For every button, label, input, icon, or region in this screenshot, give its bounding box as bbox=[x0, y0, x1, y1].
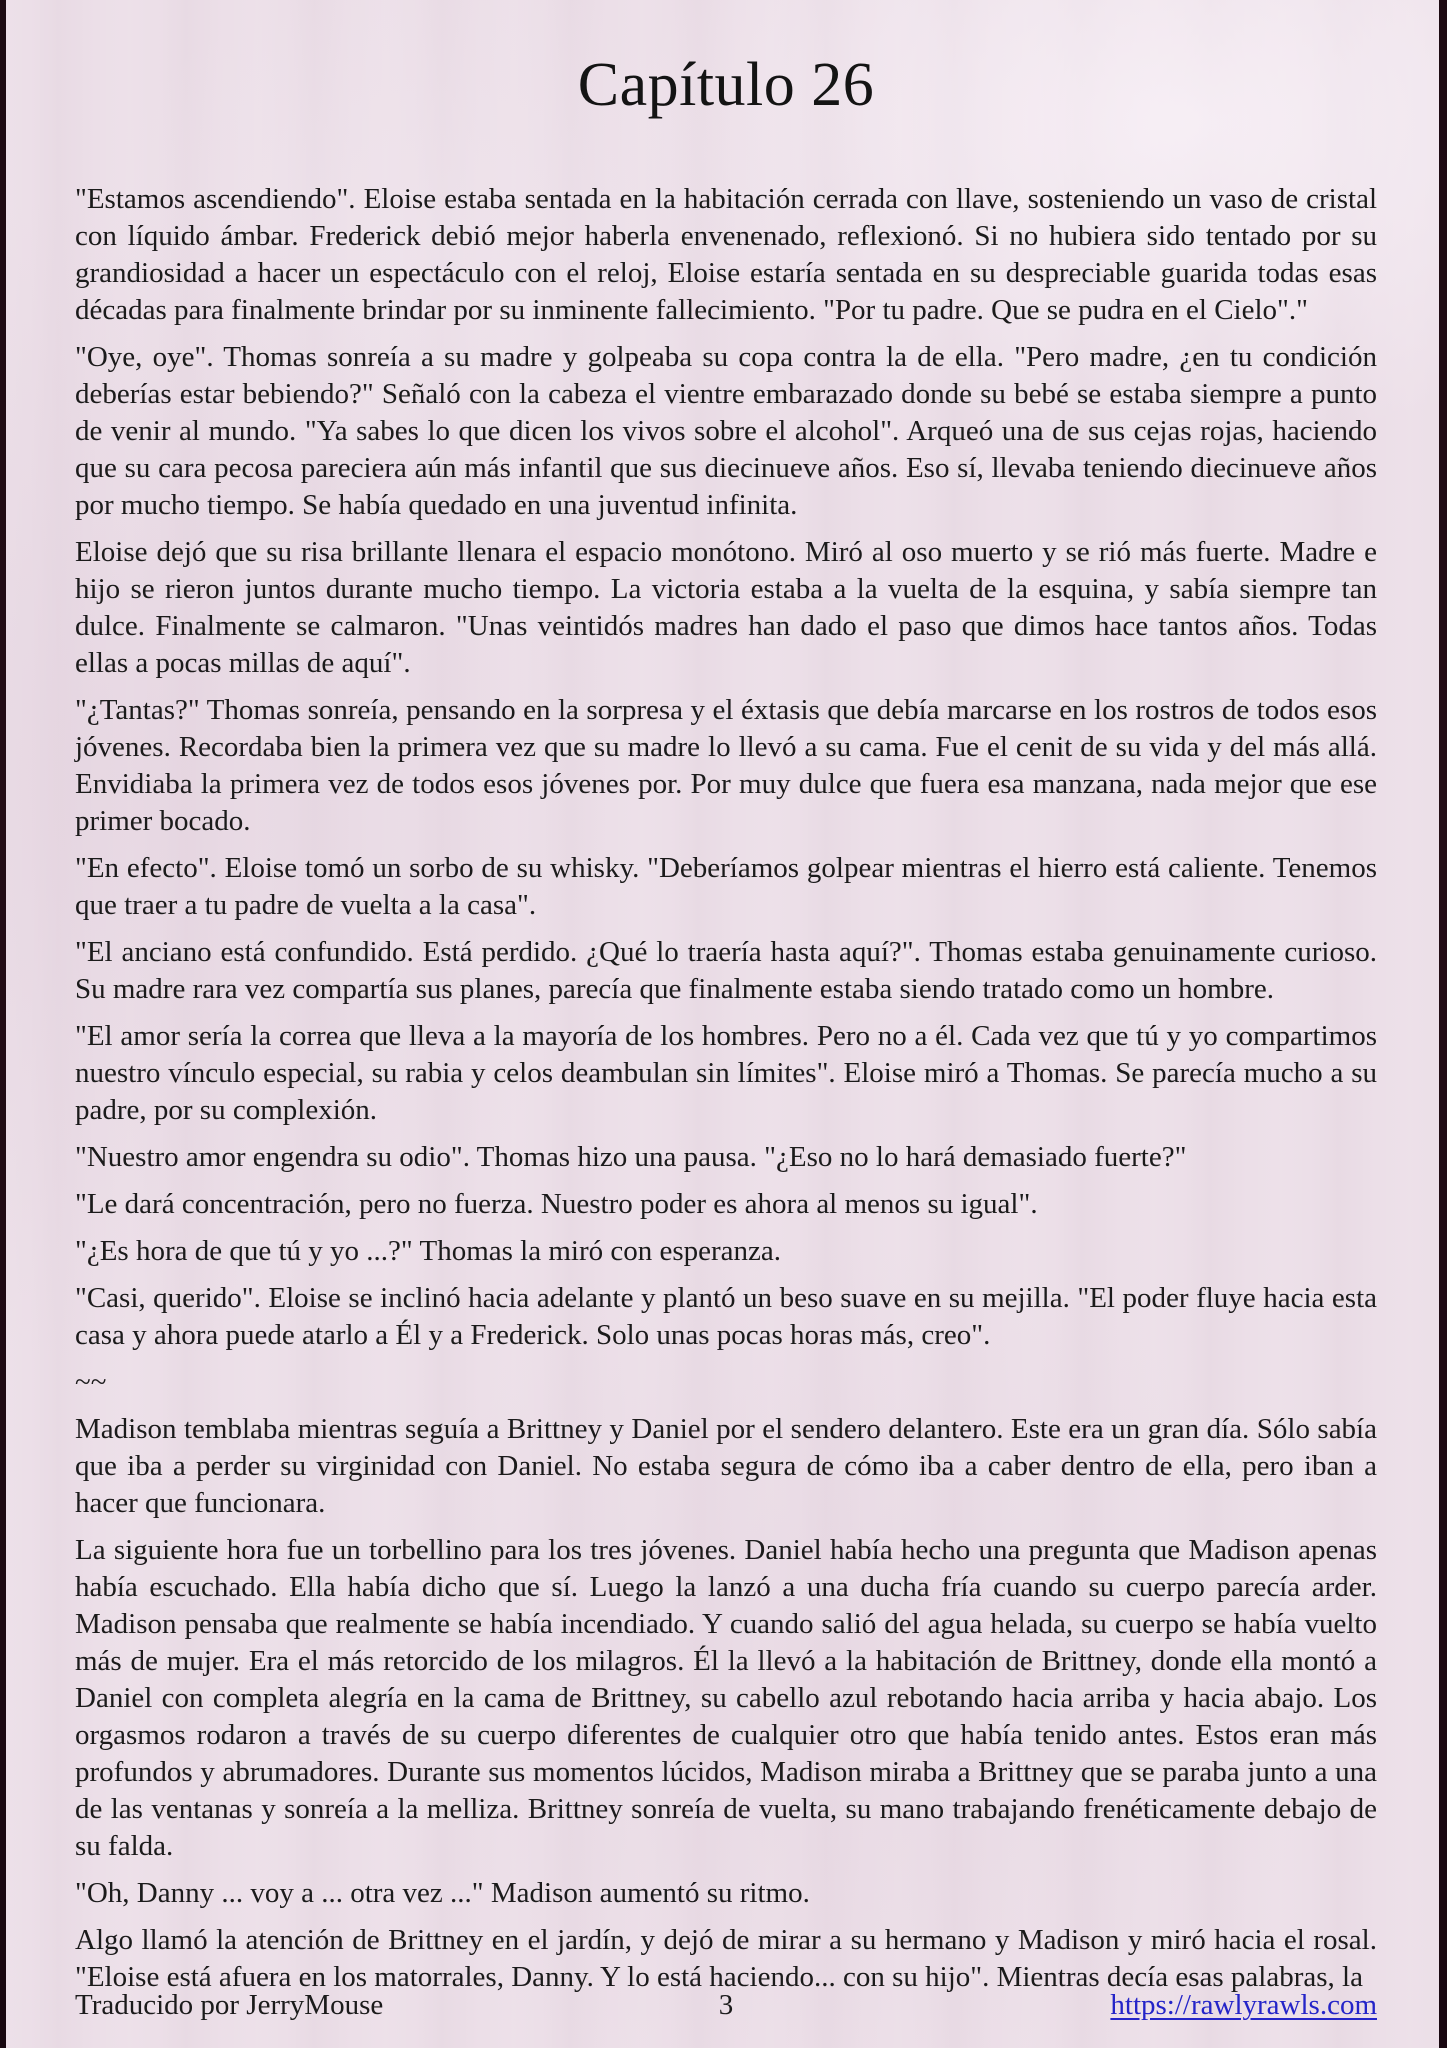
page-number: 3 bbox=[718, 1989, 734, 2021]
paragraph: ~~ bbox=[75, 1366, 107, 1399]
chapter-body bbox=[75, 181, 1377, 1996]
paragraph: "En efecto". Eloise tomó un sorbo de su whisky. "Deberíamos golpear mientras el hierro está caliente. Tenemos que traer a tu padre de vuelta a la casa". bbox=[75, 852, 1377, 922]
paragraph: Eloise dejó que su risa brillante llenara el espacio monótono. Miró al oso muerto y se rió más fuerte. Madre e hijo se rieron juntos durante mucho tiempo. La victoria estaba a la vuelta de la esquina, y sabía siempre tan dulce. Finalmente se calmaron. "Unas veintidós madres han dado el paso que dimos hace tantos años. Todas ellas a pocas millas de aquí". bbox=[75, 536, 1377, 680]
paragraph: Algo llamó la atención de Brittney en el jardín, y dejó de mirar a su hermano y Madison y miró hacia el rosal. "Eloise está afuera en los matorrales, Danny. Y lo está haciendo... con su hijo". Mientras decía esas palabras, la bbox=[75, 1924, 1377, 1994]
paragraph: "Nuestro amor engendra su odio". Thomas hizo una pausa. "¿Eso no lo hará demasiado fuerte?" bbox=[75, 1141, 1187, 1174]
paragraph: "El anciano está confundido. Está perdido. ¿Qué lo traería hasta aquí?". Thomas estaba genuinamente curioso. Su madre rara vez compartía sus planes, parecía que finalmente estaba siendo tratado como un hombre. bbox=[75, 936, 1377, 1006]
paragraph: "Oh, Danny ... voy a ... otra vez ..." Madison aumentó su ritmo. bbox=[75, 1877, 810, 1910]
paragraph: "¿Es hora de que tú y yo ...?" Thomas la miró con esperanza. bbox=[75, 1235, 782, 1268]
paragraph: "Le dará concentración, pero no fuerza. Nuestro poder es ahora al menos su igual". bbox=[75, 1188, 1038, 1221]
chapter-title: Capítulo 26 bbox=[577, 51, 875, 119]
paragraph: "Estamos ascendiendo". Eloise estaba sentada en la habitación cerrada con llave, sosteniendo un vaso de cristal con líquido ámbar. Frederick debió mejor haberla envenenado, reflexionó. Si no hubiera sido tentado por su grandiosidad a hacer un espectáculo con el reloj, Eloise estaría sentada en su despreciable guarida todas esas décadas para finalmente brindar por su inminente fallecimiento. "Por tu padre. Que se pudra en el Cielo"." bbox=[75, 183, 1377, 327]
paragraph: "¿Tantas?" Thomas sonreía, pensando en la sorpresa y el éxtasis que debía marcarse en los rostros de todos esos jóvenes. Recordaba bien la primera vez que su madre lo llevó a su cama. Fue el cenit de su vida y del más allá. Envidiaba la primera vez de todos esos jóvenes por. Por muy dulce que fuera esa manzana, nada mejor que ese primer bocado. bbox=[75, 694, 1377, 838]
page-left-edge bbox=[0, 0, 6, 2048]
page-footer bbox=[75, 1989, 1377, 2022]
source-link[interactable]: https://rawlyrawls.com bbox=[1110, 1989, 1377, 2021]
paragraph: Madison temblaba mientras seguía a Brittney y Daniel por el sendero delantero. Este era un gran día. Sólo sabía que iba a perder su virginidad con Daniel. No estaba segura de cómo iba a caber dentro de ella, pero iban a hacer que funcionara. bbox=[75, 1413, 1377, 1520]
paragraph: "Casi, querido". Eloise se inclinó hacia adelante y plantó un beso suave en su mejilla. "El poder fluye hacia esta casa y ahora puede atarlo a Él y a Frederick. Solo unas pocas horas más, creo". bbox=[75, 1282, 1377, 1352]
paragraph: "Oye, oye". Thomas sonreía a su madre y golpeaba su copa contra la de ella. "Pero madre, ¿en tu condición deberías estar bebiendo?" Señaló con la cabeza el vientre embarazado donde su bebé se estaba siempre a punto de venir al mundo. "Ya sabes lo que dicen los vivos sobre el alcohol". Arqueó una de sus cejas rojas, haciendo que su cara pecosa pareciera aún más infantil que sus diecinueve años. Eso sí, llevaba teniendo diecinueve años por mucho tiempo. Se había quedado en una juventud infinita. bbox=[75, 341, 1377, 522]
page-right-edge bbox=[1439, 0, 1447, 2048]
page-content bbox=[75, 0, 1377, 2048]
paragraph: "El amor sería la correa que lleva a la mayoría de los hombres. Pero no a él. Cada vez que tú y yo compartimos nuestro vínculo especial, su rabia y celos deambulan sin límites". Eloise miró a Thomas. Se parecía mucho a su padre, por su complexión. bbox=[75, 1020, 1377, 1127]
translator-credit: Traducido por JerryMouse bbox=[75, 1989, 384, 2021]
paragraph: La siguiente hora fue un torbellino para los tres jóvenes. Daniel había hecho una pregunta que Madison apenas había escuchado. Ella había dicho que sí. Luego la lanzó a una ducha fría cuando su cuerpo parecía arder. Madison pensaba que realmente se había incendiado. Y cuando salió del agua helada, su cuerpo se había vuelto más de mujer. Era el más retorcido de los milagros. Él la llevó a la habitación de Brittney, donde ella montó a Daniel con completa alegría en la cama de Brittney, su cabello azul rebotando hacia arriba y hacia abajo. Los orgasmos rodaron a través de su cuerpo diferentes de cualquier otro que había tenido antes. Estos eran más profundos y abrumadores. Durante sus momentos lúcidos, Madison miraba a Brittney que se paraba junto a una de las ventanas y sonreía a la melliza. Brittney sonreía de vuelta, su mano trabajando frenéticamente debajo de su falda. bbox=[75, 1534, 1377, 1863]
